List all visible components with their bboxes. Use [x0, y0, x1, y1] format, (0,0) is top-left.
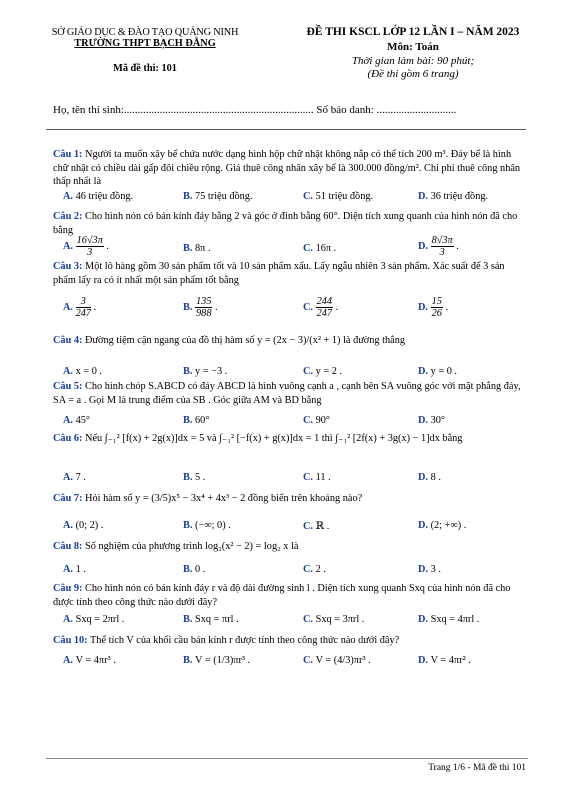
- options-row: [63, 472, 523, 486]
- option-c[interactable]: [303, 243, 336, 254]
- option-a[interactable]: [63, 520, 103, 531]
- fraction-numerator: 3: [76, 296, 91, 308]
- option-key: B.: [183, 415, 196, 426]
- exam-pages: (Đề thi gồm 6 trang): [367, 68, 459, 80]
- option-key: D.: [418, 614, 431, 625]
- department-name: SỞ GIÁO DỤC & ĐÀO TẠO QUẢNG NINH: [51, 27, 239, 38]
- option-d[interactable]: [418, 415, 445, 426]
- option-fraction: [316, 296, 333, 319]
- option-value: ℝ .: [315, 521, 330, 532]
- option-key: A.: [63, 415, 76, 426]
- page-footer: Trang 1/6 - Mã đề thi 101: [428, 763, 526, 773]
- header-right: [282, 25, 544, 81]
- options-row: [63, 415, 523, 429]
- option-c[interactable]: [303, 614, 364, 625]
- question-6: [53, 432, 523, 446]
- option-c[interactable]: [303, 655, 371, 666]
- option-key: B.: [183, 301, 196, 313]
- question-label: Câu 3:: [53, 261, 83, 272]
- question-text: Cho hình nón có bán kính đáy bằng 2 và góc ở đỉnh bằng 60°. Diện tích xung quanh của hình nón đã cho bằng: [53, 211, 518, 236]
- option-value: (2; +∞) .: [430, 520, 467, 531]
- fraction-numerator: 16√3π: [76, 235, 103, 246]
- header-left: [40, 27, 250, 74]
- option-key: A.: [63, 301, 76, 313]
- option-value: V = 4πr³ .: [75, 655, 116, 666]
- question-label: Câu 9:: [53, 583, 83, 594]
- option-a[interactable]: [63, 415, 90, 426]
- option-key: D.: [418, 415, 431, 426]
- option-value: 11 .: [315, 472, 331, 483]
- fraction-numerator: 244: [316, 296, 333, 307]
- option-key: C.: [303, 655, 316, 666]
- option-key: D.: [418, 564, 431, 575]
- question-2: [53, 210, 523, 237]
- option-d[interactable]: [418, 614, 479, 625]
- question-text: Hỏi hàm số y = (3/5)x⁵ − 3x⁴ + 4x³ − 2 đồng biến trên khoảng nào?: [82, 493, 363, 504]
- option-key: A.: [63, 614, 76, 625]
- option-c[interactable]: C. $\frac{244}{247}$ .: [303, 296, 339, 319]
- option-d[interactable]: [418, 366, 457, 377]
- option-c[interactable]: [303, 415, 330, 426]
- option-d[interactable]: [418, 191, 488, 202]
- question-text: Thể tích V của khối cầu bán kính r được tính theo công thức nào dưới đây?: [87, 635, 400, 646]
- option-value: 16π .: [315, 243, 337, 254]
- options-row: [63, 296, 523, 319]
- option-key: A.: [63, 240, 76, 252]
- option-b[interactable]: [183, 243, 211, 254]
- option-b[interactable]: B. $\frac{135}{988}$ .: [183, 296, 218, 319]
- exam-code: Mã đề thi: 101: [113, 63, 177, 74]
- fraction-numerator: 8√3π: [431, 235, 453, 246]
- option-key: B.: [183, 520, 196, 531]
- option-a[interactable]: [63, 191, 133, 202]
- option-key: D.: [418, 366, 431, 377]
- question-7: [53, 492, 523, 506]
- option-key: C.: [303, 521, 316, 532]
- option-key: C.: [303, 472, 316, 483]
- option-key: C.: [303, 243, 316, 254]
- option-key: D.: [418, 655, 431, 666]
- option-value: 60°: [195, 415, 210, 426]
- option-c[interactable]: [303, 366, 342, 377]
- option-c[interactable]: [303, 564, 326, 575]
- question-label: Câu 1:: [53, 149, 83, 160]
- question-8: [53, 540, 523, 554]
- question-5: [53, 380, 523, 407]
- option-value: 51 triệu đồng.: [315, 191, 374, 202]
- option-key: A.: [63, 191, 76, 202]
- options-row: [63, 191, 523, 205]
- question-label: Câu 7:: [53, 493, 83, 504]
- option-key: D.: [418, 301, 431, 313]
- option-b[interactable]: [183, 366, 227, 377]
- option-key: A.: [63, 564, 76, 575]
- option-a[interactable]: [63, 564, 86, 575]
- option-key: C.: [303, 301, 316, 313]
- options-row: [63, 366, 523, 380]
- fraction-denominator: 26: [431, 308, 442, 319]
- exam-subject: Môn: Toán: [387, 41, 439, 53]
- question-1: [53, 148, 523, 189]
- option-value: 2 .: [315, 564, 326, 575]
- option-value: 1 .: [75, 564, 86, 575]
- option-fraction: [431, 235, 454, 258]
- option-d[interactable]: [418, 564, 441, 575]
- option-value: 30°: [430, 415, 446, 426]
- question-label: Câu 10:: [53, 635, 88, 646]
- fraction-denominator: 988: [196, 308, 212, 319]
- option-c[interactable]: [303, 191, 373, 202]
- question-text: Cho hình chóp S.ABCD có đáy ABCD là hình vuông cạnh a , cạnh bên SA vuông góc với mặt phẳng đáy, SA = a . Gọi M là trung điểm của SB . Góc giữa AM và BD bằng: [53, 381, 521, 406]
- option-value: (−∞; 0) .: [195, 520, 231, 531]
- footer-divider: [46, 758, 528, 759]
- option-key: A.: [63, 472, 76, 483]
- option-b[interactable]: [183, 415, 209, 426]
- option-c[interactable]: [303, 520, 329, 532]
- question-3: [53, 260, 523, 287]
- option-b[interactable]: [183, 472, 205, 483]
- option-value: 8π .: [195, 243, 211, 254]
- question-label: Câu 5:: [53, 381, 83, 392]
- option-value: x = 0 .: [75, 366, 102, 377]
- option-key: C.: [303, 191, 316, 202]
- option-value: 8 .: [430, 472, 441, 483]
- option-key: B.: [183, 614, 196, 625]
- option-key: D.: [418, 240, 431, 252]
- option-key: D.: [418, 472, 431, 483]
- options-row: [63, 564, 523, 578]
- options-row: [63, 614, 523, 628]
- option-value: V = 4πr² .: [430, 655, 471, 666]
- fraction-denominator: 3: [439, 247, 445, 258]
- candidate-info-line: Họ, tên thí sinh:..................................................................... Số báo danh: .............................: [53, 104, 457, 116]
- option-b[interactable]: [183, 520, 231, 531]
- option-value: 5 .: [195, 472, 206, 483]
- option-key: B.: [183, 243, 196, 254]
- exam-time: Thời gian làm bài: 90 phút;: [351, 55, 475, 67]
- question-text: Một lô hàng gồm 30 sản phẩm tốt và 10 sản phẩm xấu. Lấy ngẫu nhiên 3 sản phẩm. Xác suất để 3 sản phẩm lấy ra có ít nhất một sản phẩm tốt bằng: [53, 261, 505, 286]
- option-a[interactable]: A. $\frac{3}{247}$ .: [63, 296, 97, 319]
- option-value: 36 triệu đồng.: [430, 191, 489, 202]
- options-row: [63, 655, 523, 669]
- option-key: C.: [303, 366, 316, 377]
- option-value: y = 2 .: [315, 366, 342, 377]
- exam-title: ĐỀ THI KSCL LỚP 12 LẦN I – NĂM 2023: [306, 26, 520, 38]
- option-key: A.: [63, 366, 76, 377]
- option-key: D.: [418, 520, 431, 531]
- fraction-numerator: 135: [196, 296, 212, 307]
- option-d[interactable]: [418, 472, 441, 483]
- option-value: y = 0 .: [430, 366, 457, 377]
- option-a[interactable]: [63, 614, 124, 625]
- option-d[interactable]: [418, 520, 466, 531]
- question-text: Người ta muốn xây bể chứa nước dạng hình hộp chữ nhật không nắp có thể tích 200 m³. Đáy bể là hình chữ nhật có chiều dài gấp đôi chiều rộng. Giá thuê công nhân xây bể là 300.000 đồng/m². Chi phí thuê công nhân thấp nhất là: [53, 149, 521, 187]
- question-9: [53, 582, 523, 609]
- option-fraction: [195, 296, 212, 319]
- option-key: C.: [303, 415, 316, 426]
- option-d[interactable]: [418, 655, 471, 666]
- option-value: V = (1/3)πr³ .: [195, 655, 251, 666]
- option-value: 7 .: [75, 472, 86, 483]
- option-value: (0; 2) .: [75, 520, 104, 531]
- header-divider: [46, 129, 526, 130]
- school-name: TRƯỜNG THPT BẠCH ĐẰNG: [74, 38, 216, 49]
- option-a[interactable]: [63, 472, 86, 483]
- fraction-denominator: 247: [75, 308, 92, 319]
- option-d[interactable]: D. $\frac{15}{26}$ .: [418, 296, 449, 319]
- option-a[interactable]: A. $\frac{16√3\pi}{3}$ .: [63, 235, 110, 258]
- option-key: B.: [183, 472, 196, 483]
- option-value: V = (4/3)πr³ .: [315, 655, 371, 666]
- options-row: [63, 520, 523, 534]
- option-value: 46 triệu đồng.: [75, 191, 134, 202]
- option-d[interactable]: D. $\frac{8√3\pi}{3}$ .: [418, 235, 459, 258]
- option-key: A.: [63, 655, 76, 666]
- option-key: B.: [183, 655, 196, 666]
- option-key: C.: [303, 564, 316, 575]
- option-key: B.: [183, 191, 196, 202]
- option-value: 45°: [75, 415, 91, 426]
- fraction-numerator: 15: [431, 296, 442, 307]
- option-value: 90°: [315, 415, 331, 426]
- option-key: A.: [63, 520, 76, 531]
- option-key: C.: [303, 614, 316, 625]
- option-b[interactable]: [183, 655, 250, 666]
- fraction-denominator: 247: [316, 308, 333, 319]
- option-value: Sxq = 4πrl .: [430, 614, 480, 625]
- option-value: Sxq = 2πrl .: [75, 614, 125, 625]
- option-fraction: [431, 296, 443, 319]
- question-text: Đường tiệm cận ngang của đồ thị hàm số y = (2x − 3)/(x² + 1) là đường thẳng: [82, 335, 405, 346]
- option-value: 3 .: [430, 564, 441, 575]
- option-value: 75 triệu đồng.: [195, 191, 253, 202]
- option-key: B.: [183, 564, 196, 575]
- option-b[interactable]: [183, 614, 239, 625]
- option-value: Sxq = πrl .: [195, 614, 239, 625]
- fraction-denominator: 3: [87, 247, 93, 258]
- option-value: Sxq = 3πrl .: [315, 614, 365, 625]
- option-key: B.: [183, 366, 196, 377]
- option-c[interactable]: [303, 472, 331, 483]
- question-label: Câu 6:: [53, 433, 83, 444]
- question-10: [53, 634, 523, 648]
- question-label: Câu 8:: [53, 541, 83, 552]
- option-fraction: [76, 296, 91, 319]
- question-4: [53, 334, 523, 348]
- option-b[interactable]: [183, 564, 205, 575]
- question-text: Cho hình nón có bán kính đáy r và độ dài đường sinh l . Diện tích xung quanh Sxq của hình nón đã cho được tính theo công thức nào dưới đây?: [53, 583, 511, 608]
- option-b[interactable]: [183, 191, 253, 202]
- question-label: Câu 4:: [53, 335, 83, 346]
- option-key: D.: [418, 191, 431, 202]
- option-fraction: [76, 235, 104, 258]
- option-a[interactable]: [63, 655, 116, 666]
- question-label: Câu 2:: [53, 211, 83, 222]
- question-text: Nếu ∫₋₁² [f(x) + 2g(x)]dx = 5 và ∫₋₁² [−f(x) + g(x)]dx = 1 thì ∫₋₁² [2f(x) + 3g(x) − 1]dx bằng: [82, 433, 463, 444]
- option-value: 0 .: [195, 564, 206, 575]
- option-value: y = −3 .: [195, 366, 228, 377]
- question-text: Số nghiệm của phương trình log₂(x² − 2) = log₂ x là: [82, 541, 299, 552]
- option-a[interactable]: [63, 366, 102, 377]
